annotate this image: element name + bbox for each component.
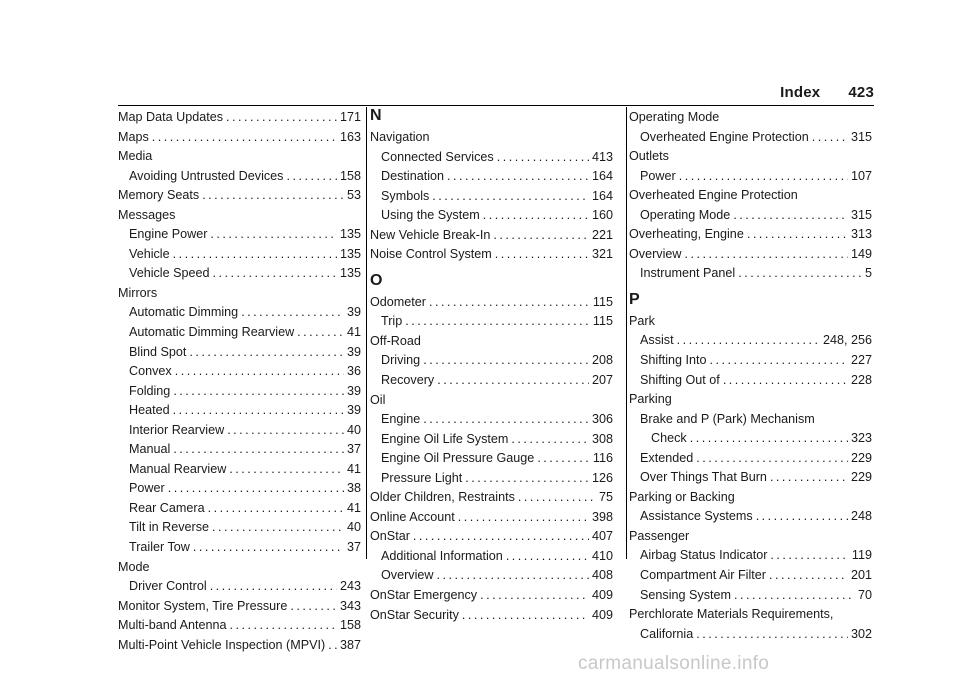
entry-label: Operating Mode — [640, 207, 731, 222]
dot-leader — [297, 323, 344, 343]
entry-page-number[interactable]: 201 — [850, 568, 872, 583]
entry-page-number[interactable]: 323 — [850, 431, 872, 446]
entry-page-number[interactable]: 135 — [339, 227, 361, 242]
index-entry[interactable] — [370, 508, 613, 528]
index-entry[interactable] — [370, 449, 613, 469]
entry-page-number[interactable]: 53 — [346, 188, 361, 203]
index-letter-heading: O — [370, 271, 383, 289]
index-entry[interactable] — [118, 108, 361, 128]
entry-page-number[interactable]: 135 — [339, 246, 361, 261]
index-entry[interactable] — [629, 225, 872, 245]
entry-page-number[interactable]: 37 — [346, 442, 361, 457]
index-entry[interactable] — [370, 527, 613, 547]
index-entry[interactable] — [370, 206, 613, 226]
index-heading: Brake and P (Park) Mechanism — [640, 411, 815, 426]
entry-page-number[interactable]: 248 — [850, 509, 872, 524]
dot-leader — [286, 167, 337, 187]
dot-leader — [189, 343, 344, 363]
entry-label: Tilt in Reverse — [129, 520, 210, 535]
entry-label: Power — [129, 481, 165, 496]
entry-label: Driver Control — [129, 579, 207, 594]
entry-page-number[interactable]: 107 — [850, 168, 872, 183]
index-heading: Operating Mode — [629, 110, 720, 124]
entry-label: Compartment Air Filter — [640, 568, 766, 583]
entry-page-number[interactable]: 227 — [850, 353, 872, 368]
page-number: 423 — [848, 84, 874, 101]
index-heading: Mode — [118, 559, 150, 574]
dot-leader — [812, 128, 848, 148]
index-entry[interactable] — [629, 507, 872, 527]
index-entry[interactable] — [118, 264, 361, 284]
index-column-2 — [370, 108, 613, 625]
index-entry[interactable] — [629, 566, 872, 586]
dot-leader — [447, 167, 589, 187]
entry-label: Manual Rearview — [129, 461, 227, 476]
entry-label: Multi-band Antenna — [118, 618, 227, 633]
entry-label: Older Children, Restraints — [370, 490, 515, 505]
dot-leader — [173, 401, 344, 421]
entry-page-number[interactable]: 313 — [850, 227, 872, 242]
entry-label: Airbag Status Indicator — [640, 548, 768, 563]
index-entry[interactable] — [118, 323, 361, 343]
dot-leader — [483, 206, 589, 226]
entry-label: Avoiding Untrusted Devices — [129, 168, 284, 183]
entry-page-number[interactable]: 126 — [591, 470, 613, 485]
index-entry[interactable] — [629, 128, 872, 148]
entry-label: OnStar — [370, 529, 410, 544]
dot-leader — [458, 508, 589, 528]
entry-page-number[interactable]: 41 — [346, 461, 361, 476]
index-entry[interactable] — [629, 546, 872, 566]
dot-leader — [497, 148, 589, 168]
column-divider — [626, 107, 627, 559]
dot-leader — [696, 625, 848, 645]
entry-page-number[interactable]: 408 — [591, 568, 613, 583]
entry-label: Driving — [381, 353, 421, 368]
entry-page-number[interactable]: 306 — [591, 412, 613, 427]
index-entry[interactable] — [629, 206, 872, 226]
entry-page-number[interactable]: 315 — [850, 129, 872, 144]
entry-label: Overview — [629, 246, 682, 261]
entry-label: Vehicle — [129, 246, 170, 261]
dot-leader — [202, 186, 344, 206]
dot-leader — [210, 577, 337, 597]
dot-leader — [495, 245, 589, 265]
entry-page-number[interactable]: 248, 256 — [822, 333, 872, 348]
index-entry[interactable] — [118, 128, 361, 148]
index-heading: Off-Road — [370, 333, 421, 348]
entry-label: Engine Oil Pressure Gauge — [381, 451, 535, 466]
dot-leader — [696, 449, 848, 469]
index-entry[interactable] — [118, 479, 361, 499]
entry-page-number[interactable]: 228 — [850, 372, 872, 387]
entry-page-number[interactable]: 40 — [346, 520, 361, 535]
dot-leader — [241, 303, 344, 323]
index-entry[interactable] — [629, 449, 872, 469]
entry-page-number[interactable]: 164 — [591, 188, 613, 203]
entry-label: Maps — [118, 129, 149, 144]
dot-leader — [684, 245, 848, 265]
index-entry[interactable] — [629, 586, 872, 606]
index-entry[interactable] — [629, 625, 872, 645]
watermark: carmanualsonline.info — [578, 653, 770, 674]
index-entry[interactable] — [370, 547, 613, 567]
entry-label: Blind Spot — [129, 344, 187, 359]
dot-leader — [413, 527, 589, 547]
entry-label: Check — [651, 431, 687, 446]
index-heading: Oil — [370, 392, 386, 407]
entry-page-number[interactable]: 70 — [857, 587, 872, 602]
entry-label: Over Things That Burn — [640, 470, 767, 485]
dot-leader — [193, 538, 344, 558]
dot-leader — [429, 293, 590, 313]
index-entry[interactable] — [370, 187, 613, 207]
dot-leader — [723, 371, 848, 391]
index-entry[interactable] — [118, 421, 361, 441]
entry-page-number[interactable]: 158 — [339, 168, 361, 183]
entry-label: Online Account — [370, 509, 455, 524]
dot-leader — [518, 488, 596, 508]
index-entry[interactable] — [118, 518, 361, 538]
index-letter-heading: N — [370, 107, 382, 124]
entry-label: Noise Control System — [370, 247, 492, 262]
entry-page-number[interactable]: 321 — [591, 247, 613, 262]
entry-page-number[interactable]: 40 — [346, 422, 361, 437]
dot-leader — [747, 225, 848, 245]
entry-page-number[interactable]: 343 — [339, 598, 361, 613]
entry-label: Engine Oil Life System — [381, 431, 509, 446]
entry-page-number[interactable]: 398 — [591, 509, 613, 524]
index-heading: Passenger — [629, 528, 690, 543]
index-heading: Messages — [118, 207, 176, 222]
entry-page-number[interactable]: 221 — [591, 227, 613, 242]
entry-page-number[interactable]: 163 — [339, 129, 361, 144]
index-entry[interactable] — [118, 577, 361, 597]
entry-label: Folding — [129, 383, 171, 398]
entry-label: Assistance Systems — [640, 509, 753, 524]
entry-page-number[interactable]: 243 — [339, 579, 361, 594]
entry-label: Engine — [381, 412, 421, 427]
dot-leader — [230, 616, 337, 636]
entry-page-number[interactable]: 115 — [592, 314, 613, 329]
dot-leader — [506, 547, 589, 567]
dot-leader — [733, 206, 848, 226]
entry-page-number[interactable]: 164 — [591, 169, 613, 184]
entry-label: Destination — [381, 169, 445, 184]
entry-page-number[interactable]: 229 — [850, 470, 872, 485]
dot-leader — [480, 586, 589, 606]
column-divider — [366, 107, 367, 559]
entry-page-number[interactable]: 308 — [591, 431, 613, 446]
entry-label: Heated — [129, 403, 170, 418]
entry-page-number[interactable]: 39 — [346, 403, 361, 418]
dot-leader — [208, 499, 344, 519]
index-entry[interactable] — [370, 167, 613, 187]
dot-leader — [210, 225, 337, 245]
entry-label: Vehicle Speed — [129, 266, 210, 281]
index-entry[interactable] — [118, 597, 361, 617]
entry-label: Power — [640, 168, 676, 183]
entry-page-number[interactable]: 413 — [591, 149, 613, 164]
index-entry[interactable] — [118, 616, 361, 636]
entry-label: Sensing System — [640, 587, 731, 602]
index-entry[interactable] — [118, 167, 361, 187]
index-entry[interactable] — [370, 410, 613, 430]
entry-label: OnStar Security — [370, 607, 459, 622]
entry-label: Rear Camera — [129, 500, 205, 515]
dot-leader — [437, 371, 589, 391]
index-entry[interactable] — [118, 440, 361, 460]
index-entry[interactable] — [118, 362, 361, 382]
dot-leader — [173, 245, 337, 265]
dot-leader — [734, 586, 855, 606]
entry-page-number[interactable]: 315 — [850, 207, 872, 222]
index-entry[interactable] — [370, 488, 613, 508]
index-entry[interactable] — [118, 186, 361, 206]
index-entry[interactable] — [629, 245, 872, 265]
entry-label: Instrument Panel — [640, 266, 736, 281]
entry-page-number[interactable]: 160 — [591, 208, 613, 223]
entry-page-number[interactable]: 302 — [850, 626, 872, 641]
entry-label: Monitor System, Tire Pressure — [118, 598, 288, 613]
entry-label: OnStar Emergency — [370, 588, 478, 603]
entry-label: Assist — [640, 333, 674, 348]
entry-page-number[interactable]: 229 — [850, 450, 872, 465]
dot-leader — [213, 264, 337, 284]
index-heading: Mirrors — [118, 285, 158, 300]
dot-leader — [770, 468, 848, 488]
entry-label: Trailer Tow — [129, 540, 190, 555]
entry-page-number[interactable]: 115 — [592, 294, 613, 309]
entry-page-number[interactable]: 75 — [598, 490, 613, 505]
index-entry[interactable] — [118, 303, 361, 323]
index-entry[interactable] — [370, 606, 613, 626]
index-entry[interactable] — [629, 429, 872, 449]
index-heading: Perchlorate Materials Requirements, — [629, 607, 834, 622]
dot-leader — [436, 566, 589, 586]
entry-page-number[interactable]: 119 — [851, 548, 872, 563]
dot-leader — [423, 410, 589, 430]
index-entry[interactable] — [370, 226, 613, 246]
index-entry[interactable] — [118, 225, 361, 245]
entry-page-number[interactable]: 36 — [346, 364, 361, 379]
index-entry[interactable] — [370, 371, 613, 391]
entry-label: Multi-Point Vehicle Inspection (MPVI) — [118, 637, 326, 652]
entry-page-number[interactable]: 5 — [864, 266, 872, 281]
entry-label: Automatic Dimming Rearview — [129, 325, 295, 340]
dot-leader — [756, 507, 848, 527]
entry-page-number[interactable]: 39 — [346, 305, 361, 320]
index-entry[interactable] — [370, 566, 613, 586]
entry-page-number[interactable]: 135 — [339, 266, 361, 281]
dot-leader — [290, 597, 337, 617]
section-title: Index — [780, 84, 821, 101]
entry-page-number[interactable]: 41 — [346, 500, 361, 515]
index-entry[interactable] — [629, 371, 872, 391]
entry-page-number[interactable]: 116 — [592, 451, 613, 466]
entry-page-number[interactable]: 41 — [346, 325, 361, 340]
index-heading: Media — [118, 149, 153, 164]
index-entry[interactable] — [370, 245, 613, 265]
index-entry[interactable] — [629, 331, 872, 351]
index-entry[interactable] — [370, 586, 613, 606]
dot-leader — [690, 429, 848, 449]
entry-label: Shifting Out of — [640, 372, 720, 387]
entry-label: Trip — [381, 314, 403, 329]
entry-label: California — [640, 626, 694, 641]
dot-leader — [462, 606, 589, 626]
index-entry[interactable] — [629, 167, 872, 187]
dot-leader — [173, 382, 344, 402]
dot-leader — [175, 362, 344, 382]
entry-page-number[interactable]: 158 — [339, 618, 361, 633]
entry-label: Map Data Updates — [118, 110, 224, 124]
entry-page-number[interactable]: 149 — [850, 246, 872, 261]
dot-leader — [423, 351, 589, 371]
entry-page-number[interactable]: 409 — [591, 588, 613, 603]
index-column-1 — [118, 108, 361, 655]
dot-leader — [405, 312, 590, 332]
index-entry[interactable] — [118, 499, 361, 519]
entry-page-number[interactable]: 410 — [591, 548, 613, 563]
index-entry[interactable] — [118, 636, 361, 656]
entry-label: Manual — [129, 442, 171, 457]
dot-leader — [168, 479, 344, 499]
entry-page-number[interactable]: 37 — [346, 540, 361, 555]
entry-label: Extended — [640, 450, 694, 465]
entry-label: Recovery — [381, 373, 435, 388]
index-entry[interactable] — [118, 245, 361, 265]
index-entry[interactable] — [118, 382, 361, 402]
entry-label: Odometer — [370, 294, 426, 309]
entry-page-number[interactable]: 387 — [339, 637, 361, 652]
entry-label: New Vehicle Break-In — [370, 227, 491, 242]
index-entry[interactable] — [118, 460, 361, 480]
index-entry[interactable] — [370, 293, 613, 313]
dot-leader — [226, 108, 337, 128]
index-heading: Parking — [629, 392, 672, 407]
index-entry[interactable] — [118, 343, 361, 363]
entry-page-number[interactable]: 39 — [346, 383, 361, 398]
dot-leader — [152, 128, 337, 148]
dot-leader — [227, 421, 344, 441]
index-entry[interactable] — [370, 312, 613, 332]
index-entry[interactable] — [370, 148, 613, 168]
index-heading: Overheated Engine Protection — [629, 188, 798, 203]
dot-leader — [173, 440, 344, 460]
entry-page-number[interactable]: 39 — [346, 344, 361, 359]
entry-label: Using the System — [381, 208, 480, 223]
dot-leader — [738, 264, 862, 284]
dot-leader — [432, 187, 589, 207]
dot-leader — [229, 460, 344, 480]
entry-label: Pressure Light — [381, 470, 463, 485]
dot-leader — [511, 430, 589, 450]
dot-leader — [328, 636, 337, 656]
index-entry[interactable] — [370, 430, 613, 450]
entry-label: Shifting Into — [640, 353, 707, 368]
entry-page-number[interactable]: 207 — [591, 373, 613, 388]
index-heading: Outlets — [629, 149, 669, 164]
dot-leader — [677, 331, 820, 351]
dot-leader — [212, 518, 344, 538]
index-column-3 — [629, 108, 872, 644]
entry-page-number[interactable]: 171 — [339, 110, 361, 124]
index-heading: Navigation — [370, 130, 430, 144]
dot-leader — [679, 167, 848, 187]
entry-label: Convex — [129, 364, 172, 379]
index-entry[interactable] — [118, 538, 361, 558]
index-heading: Park — [629, 313, 655, 328]
dot-leader — [537, 449, 590, 469]
index-entry[interactable] — [370, 351, 613, 371]
entry-label: Overview — [381, 568, 434, 583]
index-heading: Parking or Backing — [629, 489, 735, 504]
dot-leader — [710, 351, 848, 371]
index-entry[interactable] — [629, 264, 872, 284]
entry-page-number[interactable]: 407 — [591, 529, 613, 544]
dot-leader — [769, 566, 848, 586]
dot-leader — [465, 469, 589, 489]
index-entry[interactable] — [629, 468, 872, 488]
index-letter-heading: P — [629, 290, 640, 308]
index-entry[interactable] — [370, 469, 613, 489]
entry-label: Engine Power — [129, 227, 208, 242]
dot-leader — [493, 226, 589, 246]
entry-label: Additional Information — [381, 548, 503, 563]
index-entry[interactable] — [629, 351, 872, 371]
entry-label: Symbols — [381, 188, 430, 203]
entry-label: Connected Services — [381, 149, 494, 164]
entry-label: Interior Rearview — [129, 422, 225, 437]
entry-label: Overheating, Engine — [629, 227, 744, 242]
entry-label: Automatic Dimming — [129, 305, 239, 320]
entry-label: Overheated Engine Protection — [640, 129, 809, 144]
dot-leader — [770, 546, 849, 566]
index-entry[interactable] — [118, 401, 361, 421]
entry-page-number[interactable]: 38 — [346, 481, 361, 496]
entry-page-number[interactable]: 409 — [591, 607, 613, 622]
page-header — [780, 84, 874, 101]
entry-page-number[interactable]: 208 — [591, 353, 613, 368]
entry-label: Memory Seats — [118, 188, 200, 203]
